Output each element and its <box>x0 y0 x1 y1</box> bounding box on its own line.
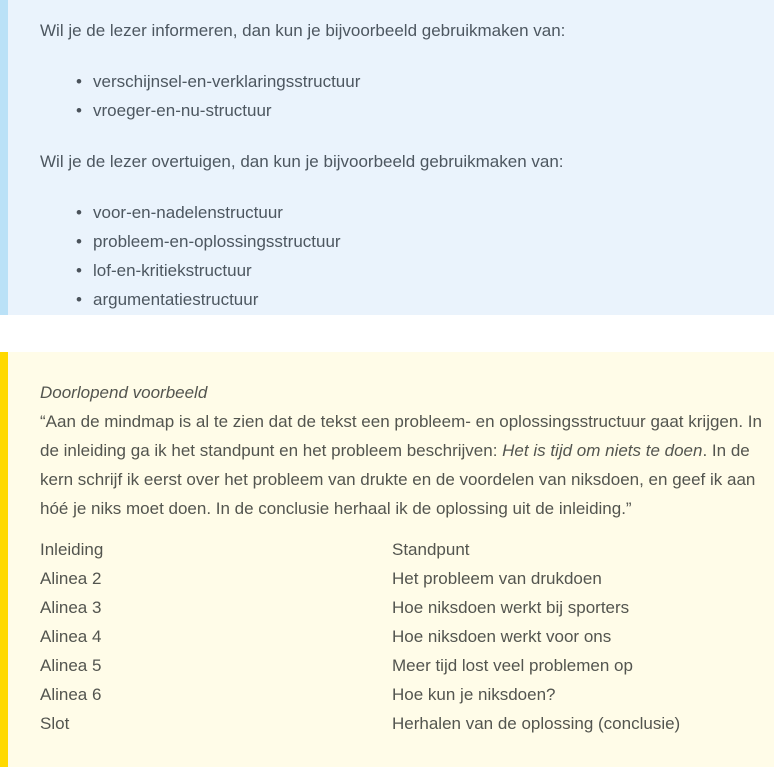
outline-content: Standpunt <box>392 540 470 559</box>
inform-intro-text: Wil je de lezer informeren, dan kun je bijvoorbeeld gebruikmaken van: <box>40 21 566 40</box>
outline-label: Slot <box>40 714 70 733</box>
outline-content: Hoe niksdoen werkt voor ons <box>392 627 612 646</box>
convince-intro-text: Wil je de lezer overtuigen, dan kun je bijvoorbeeld gebruikmaken van: <box>40 152 564 171</box>
outline-label: Alinea 3 <box>40 598 102 617</box>
list-item: • vroeger-en-nu-structuur <box>93 96 764 125</box>
quote-text: “Aan de mindmap is al te zien dat de tekst een probleem- en oplossingsstructuur gaat krijgen. In de inleiding ga ik het standpunt en het probleem beschrijven: <box>40 412 762 460</box>
quote-text: . In de kern schrijf ik eerst over het probleem van drukte en de voordelen van niksdoen, en geef ik aan hóé je niks moet doen. In de conclusie herhaal ik de oplossing uit de inleiding.” <box>40 441 756 518</box>
outline-label: Alinea 4 <box>40 627 102 646</box>
outline-content: Hoe kun je niksdoen? <box>392 685 556 704</box>
outline-label: Alinea 2 <box>40 569 102 588</box>
info-callout <box>0 0 774 315</box>
list-item: • voor-en-nadelenstructuur <box>93 198 764 227</box>
list-item: • verschijnsel-en-verklaringsstructuur <box>93 67 764 96</box>
example-callout <box>0 352 774 767</box>
example-heading: Doorlopend voorbeeld <box>40 383 208 402</box>
outline-table <box>40 535 766 738</box>
outline-content: Herhalen van de oplossing (conclusie) <box>392 714 681 733</box>
outline-label: Alinea 6 <box>40 685 102 704</box>
convince-structure-list <box>40 198 764 314</box>
list-item: • lof-en-kritiekstructuur <box>93 256 764 285</box>
list-item: • probleem-en-oplossingsstructuur <box>93 227 764 256</box>
inform-structure-list <box>40 67 764 125</box>
quote-italic-text: Het is tijd om niets te doen <box>502 441 703 460</box>
outline-content: Het probleem van drukdoen <box>392 569 602 588</box>
list-item: • argumentatiestructuur <box>93 285 764 314</box>
outline-label: Inleiding <box>40 540 104 559</box>
outline-content: Hoe niksdoen werkt bij sporters <box>392 598 630 617</box>
outline-content: Meer tijd lost veel problemen op <box>392 656 633 675</box>
outline-label: Alinea 5 <box>40 656 102 675</box>
example-quote <box>40 407 766 523</box>
